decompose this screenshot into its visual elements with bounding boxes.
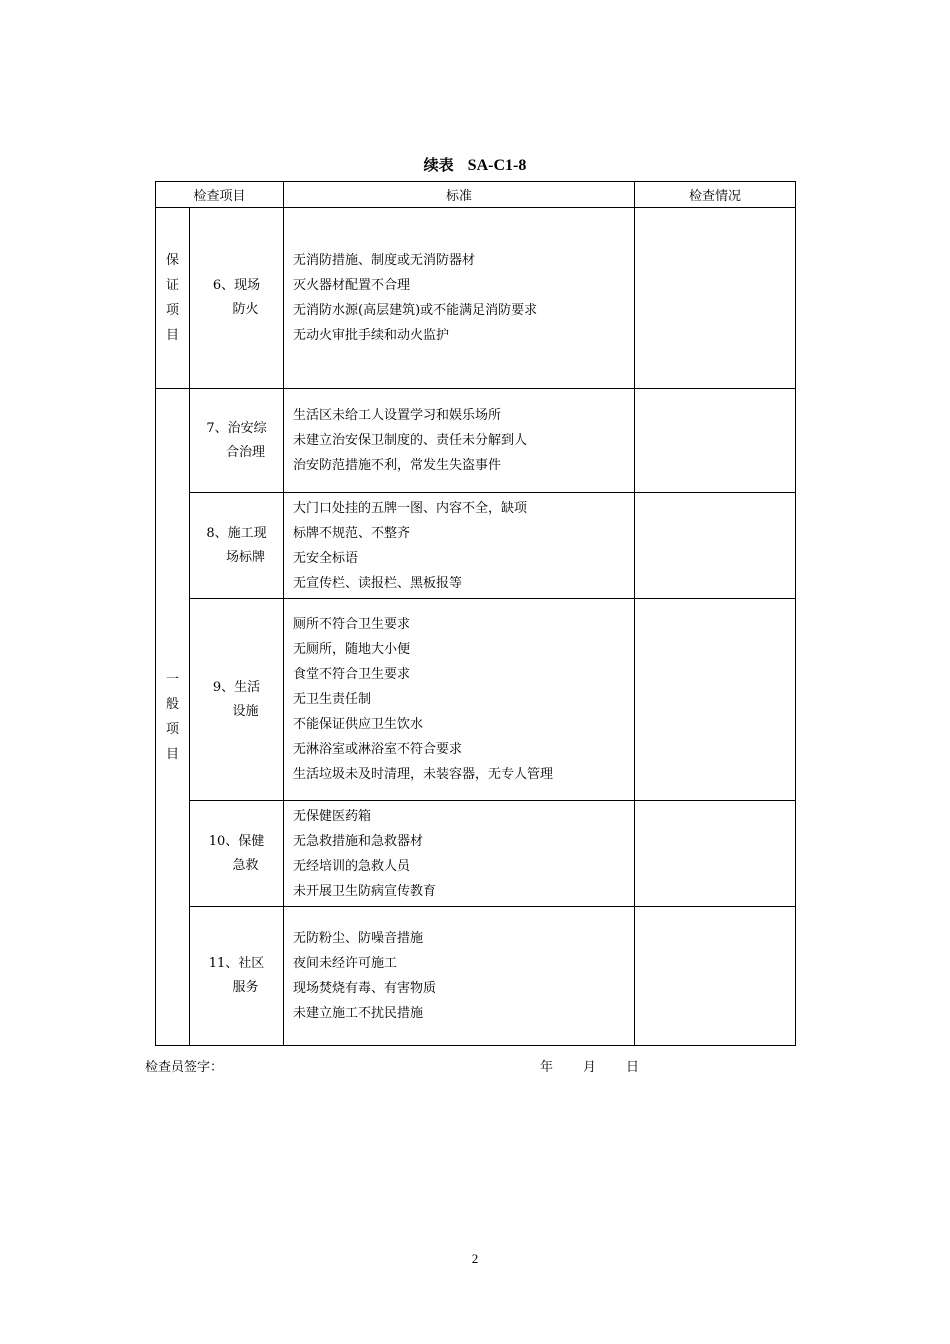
- form-title: [0, 154, 950, 175]
- criteria-cell: 厕所不符合卫生要求 无厕所，随地大小便 食堂不符合卫生要求 无卫生责任制 不能保证供应卫生饮水 无淋浴室或淋浴室不符合要求 生活垃圾未及时清理，未装容器，无专人管理: [284, 599, 635, 801]
- result-cell[interactable]: [635, 389, 796, 493]
- category-guarantee: 保 证 项 目: [156, 208, 190, 389]
- header-result: 检查情况: [635, 182, 796, 208]
- result-cell[interactable]: [635, 907, 796, 1046]
- item-cell: 6、现场 防火: [190, 208, 284, 389]
- item-cell: 11、社区 服务: [190, 907, 284, 1046]
- item-cell: 10、保健 急救: [190, 801, 284, 907]
- date-field: [540, 1056, 639, 1075]
- category-general: 一 般 项 目: [156, 389, 190, 1046]
- table-row: [156, 389, 796, 493]
- criteria-cell: 无防粉尘、防噪音措施 夜间未经许可施工 现场焚烧有毒、有害物质 未建立施工不扰民措施: [284, 907, 635, 1046]
- criteria-cell: 大门口处挂的五牌一图、内容不全，缺项 标牌不规范、不整齐 无安全标语 无宣传栏、读报栏、黑板报等: [284, 493, 635, 599]
- form-code: SA-C1-8: [467, 157, 527, 174]
- result-cell[interactable]: [635, 801, 796, 907]
- table-row: [156, 907, 796, 1046]
- criteria-cell: 无消防措施、制度或无消防器材 灭火器材配置不合理 无消防水源(高层建筑)或不能满足消防要求 无动火审批手续和动火监护: [284, 208, 635, 389]
- header-standard: 标准: [284, 182, 635, 208]
- result-cell[interactable]: [635, 599, 796, 801]
- item-cell: 9、生活 设施: [190, 599, 284, 801]
- table-row: [156, 599, 796, 801]
- inspector-signature-label: 检查员签字：: [145, 1060, 224, 1075]
- criteria-cell: 无保健医药箱 无急救措施和急救器材 无经培训的急救人员 未开展卫生防病宣传教育: [284, 801, 635, 907]
- item-cell: 8、施工现 场标牌: [190, 493, 284, 599]
- date-day: 日: [626, 1060, 640, 1075]
- page-number: 2: [471, 1251, 479, 1266]
- inspection-table: [155, 181, 796, 1046]
- table-row: [156, 493, 796, 599]
- date-year: 年: [540, 1060, 554, 1075]
- table-row: [156, 801, 796, 907]
- table-row: [156, 208, 796, 389]
- form-title-text: 续表: [423, 156, 454, 174]
- date-month: 月: [583, 1060, 597, 1075]
- header-item: 检查项目: [156, 182, 284, 208]
- criteria-cell: 生活区未给工人设置学习和娱乐场所 未建立治安保卫制度的、责任未分解到人 治安防范措施不利，常发生失盗事件: [284, 389, 635, 493]
- result-cell[interactable]: [635, 493, 796, 599]
- result-cell[interactable]: [635, 208, 796, 389]
- signature-line: [145, 1056, 795, 1076]
- item-cell: 7、治安综 合治理: [190, 389, 284, 493]
- table-header-row: [156, 182, 796, 208]
